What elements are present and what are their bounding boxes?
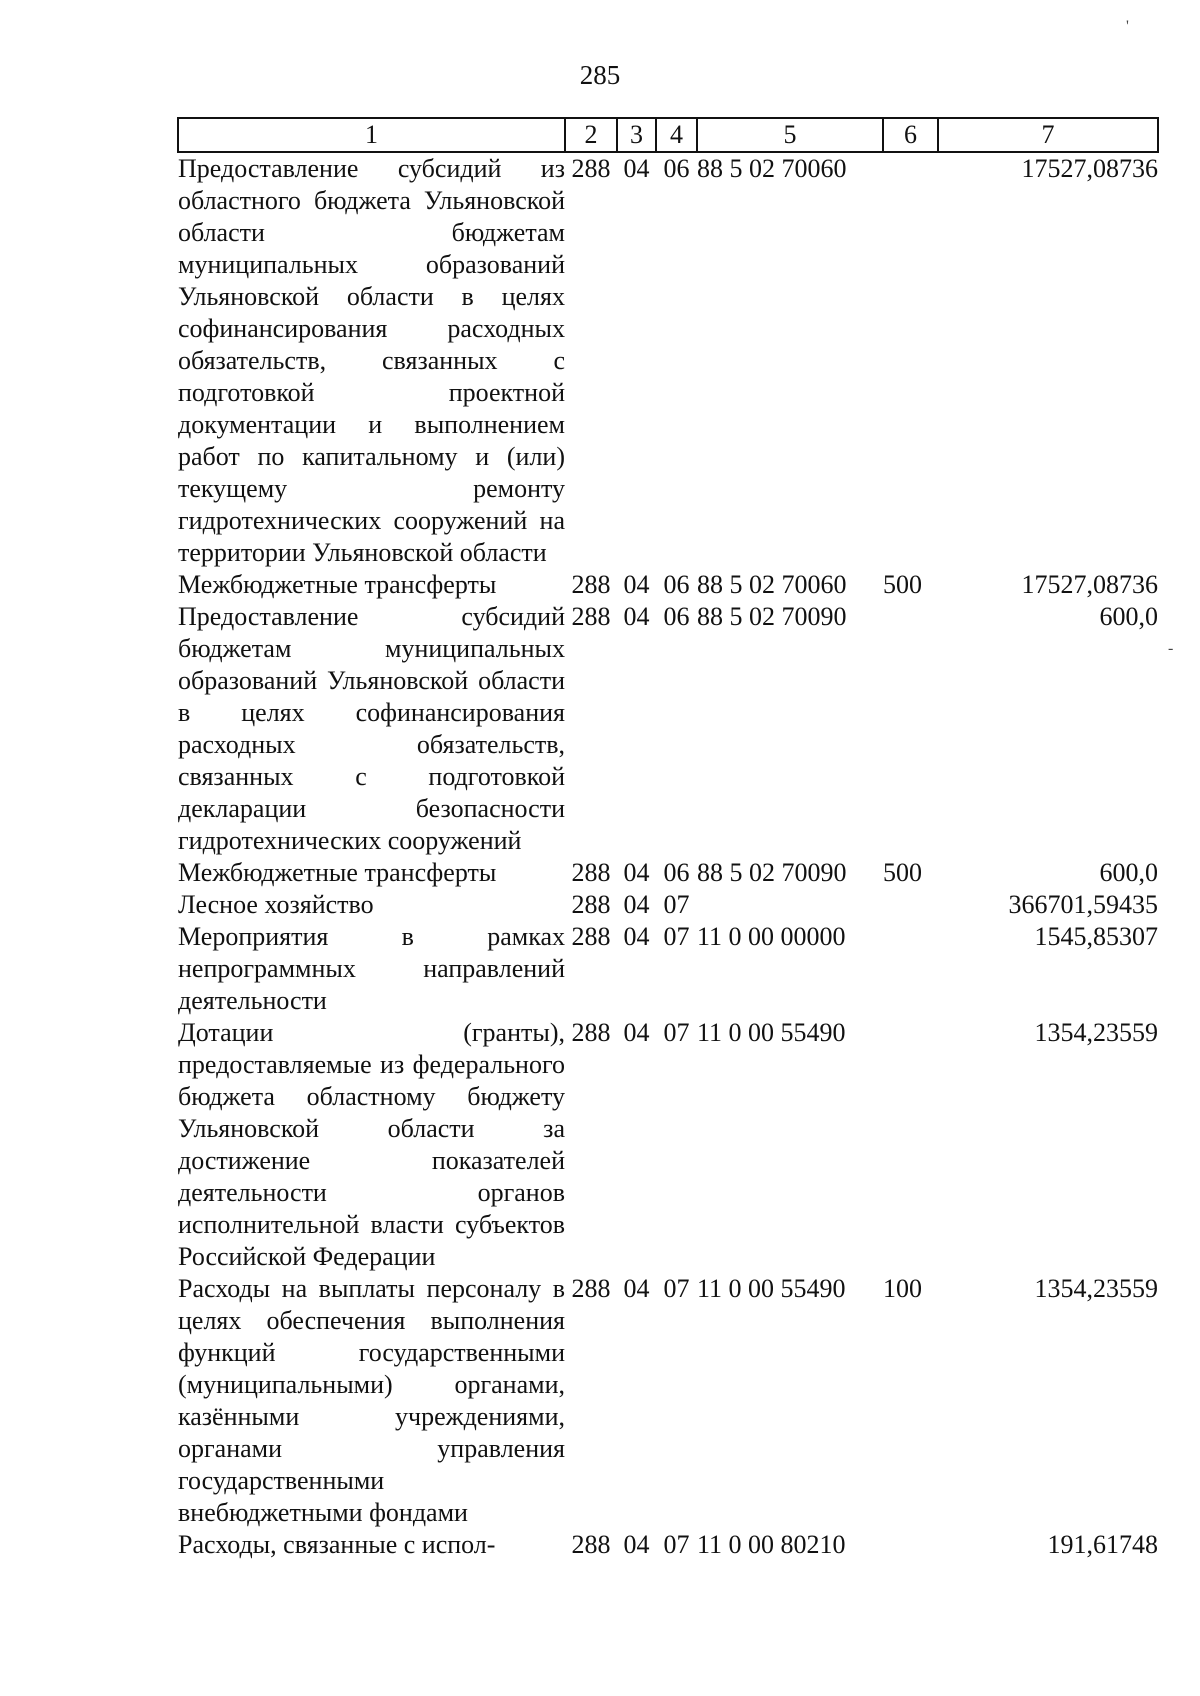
cell-gr: 288 bbox=[571, 154, 611, 183]
column-header: 6 bbox=[883, 118, 938, 152]
cell-expense-type bbox=[883, 1529, 938, 1561]
cell-target-article: 11 0 00 55490 bbox=[697, 1274, 846, 1303]
cell-gr: 288 bbox=[571, 1530, 611, 1559]
cell-pr: 07 bbox=[663, 922, 690, 951]
cell-pr: 06 bbox=[663, 154, 690, 183]
cell-expense-type: 500 bbox=[883, 570, 922, 599]
cell-expense-type bbox=[883, 889, 938, 921]
cell-rz: 04 bbox=[623, 570, 650, 599]
page-number: 285 bbox=[579, 60, 621, 90]
table-row bbox=[178, 921, 1158, 1017]
cell-pr: 07 bbox=[663, 1274, 690, 1303]
cell-target-article: 11 0 00 55490 bbox=[697, 1018, 846, 1047]
cell-amount: 1354,23559 bbox=[1034, 1274, 1158, 1303]
table-row bbox=[178, 152, 1158, 569]
table-row bbox=[178, 857, 1158, 889]
cell-rz: 04 bbox=[623, 154, 650, 183]
row-description: Предоставление субсидий бюджетам муниципальных образований Ульяновской области в целях софинансирования расходных обязательств, связанных с подготовкой декларации безопасности гидротехнических сооружений bbox=[178, 602, 565, 855]
cell-rz: 04 bbox=[623, 1018, 650, 1047]
cell-gr: 288 bbox=[571, 922, 611, 951]
row-description: Лесное хозяйство bbox=[178, 890, 374, 919]
cell-amount: 1354,23559 bbox=[1034, 1018, 1158, 1047]
cell-amount: 191,61748 bbox=[1047, 1530, 1158, 1559]
table-row bbox=[178, 569, 1158, 601]
row-description: Дотации (гранты), предоставляемые из федерального бюджета областному бюджету Ульяновской области за достижение показателей деятельности органов исполнительной власти субъектов Российской Федерации bbox=[178, 1018, 565, 1271]
cell-rz: 04 bbox=[623, 858, 650, 887]
table-row bbox=[178, 1273, 1158, 1529]
column-header: 4 bbox=[656, 118, 697, 152]
cell-amount: 600,0 bbox=[1099, 602, 1158, 631]
cell-target-article: 88 5 02 70060 bbox=[697, 570, 847, 599]
cell-gr: 288 bbox=[571, 570, 611, 599]
column-header: 3 bbox=[617, 118, 656, 152]
cell-amount: 1545,85307 bbox=[1034, 922, 1158, 951]
cell-gr: 288 bbox=[571, 890, 611, 919]
cell-expense-type bbox=[883, 601, 938, 857]
cell-pr: 06 bbox=[663, 858, 690, 887]
row-description: Расходы, связанные с испол- bbox=[178, 1530, 496, 1559]
cell-amount: 17527,08736 bbox=[1021, 154, 1158, 183]
budget-table bbox=[177, 117, 1159, 1561]
cell-rz: 04 bbox=[623, 922, 650, 951]
column-header: 2 bbox=[565, 118, 617, 152]
cell-pr: 07 bbox=[663, 890, 690, 919]
cell-rz: 04 bbox=[623, 890, 650, 919]
table-row bbox=[178, 1017, 1158, 1273]
cell-rz: 04 bbox=[623, 1530, 650, 1559]
cell-gr: 288 bbox=[571, 1018, 611, 1047]
row-description: Межбюджетные трансферты bbox=[178, 858, 497, 887]
cell-gr: 288 bbox=[571, 1274, 611, 1303]
cell-expense-type: 500 bbox=[883, 858, 922, 887]
cell-pr: 06 bbox=[663, 570, 690, 599]
cell-amount: 600,0 bbox=[1099, 858, 1158, 887]
cell-pr: 07 bbox=[663, 1018, 690, 1047]
cell-gr: 288 bbox=[571, 602, 611, 631]
table-row bbox=[178, 601, 1158, 857]
cell-target-article: 88 5 02 70090 bbox=[697, 858, 847, 887]
cell-amount: 366701,59435 bbox=[1008, 890, 1158, 919]
row-description: Межбюджетные трансферты bbox=[178, 570, 497, 599]
table-row bbox=[178, 1529, 1158, 1561]
cell-expense-type: 100 bbox=[883, 1274, 922, 1303]
column-header: 5 bbox=[697, 118, 883, 152]
cell-gr: 288 bbox=[571, 858, 611, 887]
cell-pr: 07 bbox=[663, 1530, 690, 1559]
cell-target-article: 11 0 00 00000 bbox=[697, 922, 846, 951]
table-header bbox=[178, 118, 1158, 152]
cell-amount: 17527,08736 bbox=[1021, 570, 1158, 599]
cell-expense-type bbox=[883, 921, 938, 1017]
cell-target-article bbox=[697, 889, 883, 921]
cell-rz: 04 bbox=[623, 1274, 650, 1303]
header-row bbox=[178, 118, 1158, 152]
row-description: Расходы на выплаты персоналу в целях обеспечения выполнения функций государственными (муниципальными) органами, казёнными учреждениями, органами управления государственными внебюджетными фондами bbox=[178, 1274, 565, 1527]
table-body bbox=[178, 152, 1158, 1561]
cell-target-article: 11 0 00 80210 bbox=[697, 1530, 846, 1559]
table-row bbox=[178, 889, 1158, 921]
column-header: 1 bbox=[178, 118, 565, 152]
scan-speck: - bbox=[1168, 640, 1174, 657]
cell-target-article: 88 5 02 70090 bbox=[697, 602, 847, 631]
cell-rz: 04 bbox=[623, 602, 650, 631]
scan-speck: ' bbox=[1126, 18, 1129, 35]
cell-expense-type bbox=[883, 152, 938, 569]
cell-expense-type bbox=[883, 1017, 938, 1273]
cell-pr: 06 bbox=[663, 602, 690, 631]
column-header: 7 bbox=[938, 118, 1158, 152]
row-description: Мероприятия в рамках непрограммных направлений деятельности bbox=[178, 922, 565, 1015]
row-description: Предоставление субсидий из областного бюджета Ульяновской области бюджетам муниципальных образований Ульяновской области в целях софинансирования расходных обязательств, связанных с подготовкой проектной документации и выполнением работ по капитальному и (или) текущему ремонту гидротехнических сооружений на территории Ульяновской области bbox=[178, 154, 565, 567]
cell-target-article: 88 5 02 70060 bbox=[697, 154, 847, 183]
